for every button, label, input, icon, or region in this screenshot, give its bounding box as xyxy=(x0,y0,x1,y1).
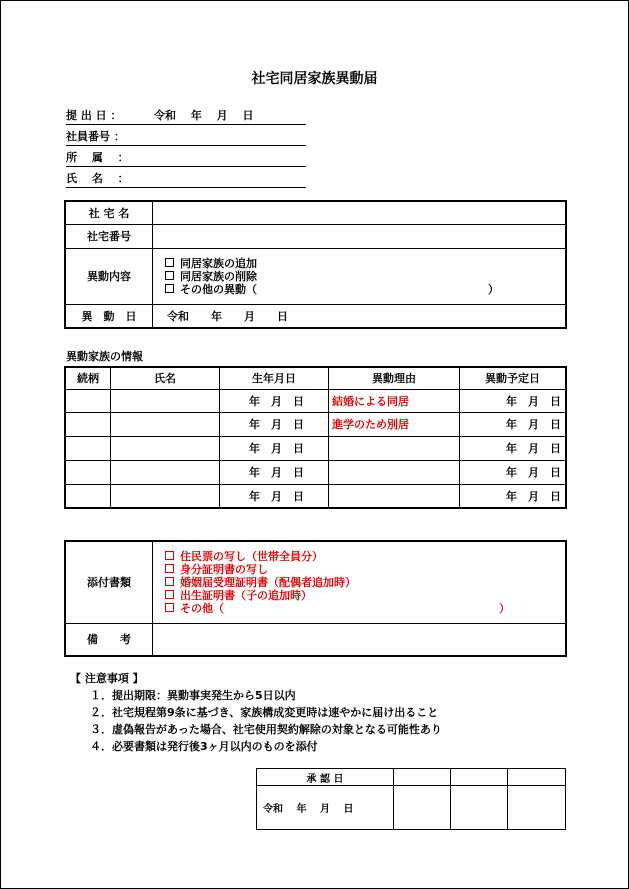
approval-date-value[interactable]: 令和 年 月 日 xyxy=(257,786,394,830)
approval-stamp-2[interactable] xyxy=(451,769,508,786)
approval-stamp-1[interactable] xyxy=(394,769,451,786)
name-cell[interactable] xyxy=(111,460,220,484)
relation-cell[interactable] xyxy=(65,484,111,508)
attachment-item[interactable]: その他（ ） xyxy=(165,602,565,615)
col-reason: 異動理由 xyxy=(329,367,460,389)
change-option-other[interactable]: その他の異動（ ） xyxy=(165,283,565,296)
table-row xyxy=(65,460,566,484)
attachments-label: 添付書類 xyxy=(65,541,153,623)
reason-cell[interactable] xyxy=(329,460,460,484)
change-date-value[interactable]: 令和 年 月 日 xyxy=(153,304,567,328)
col-date: 異動予定日 xyxy=(460,367,567,389)
relation-cell[interactable] xyxy=(65,412,111,436)
relation-cell[interactable] xyxy=(65,460,111,484)
attachment-item[interactable]: 住民票の写し（世帯全員分） xyxy=(165,550,565,563)
birth-cell[interactable]: 年 月 日 xyxy=(220,389,329,412)
checkbox-icon xyxy=(165,564,174,573)
col-relation: 続柄 xyxy=(65,367,111,389)
submit-date-value: 令和 年 月 日 xyxy=(154,109,254,122)
checkbox-icon xyxy=(165,590,174,599)
approval-stamp-box-2[interactable] xyxy=(451,786,508,830)
table-row xyxy=(65,436,566,460)
checkbox-icon xyxy=(165,258,174,267)
checkbox-icon xyxy=(165,577,174,586)
housing-name-input[interactable] xyxy=(153,201,567,224)
notes-heading: 【 注意事項 】 xyxy=(70,672,144,685)
submit-date-label: 提 出 日 ： xyxy=(66,109,122,122)
employee-no-label: 社員番号 ： xyxy=(66,130,125,143)
relation-cell[interactable] xyxy=(65,436,111,460)
approval-stamp-box-3[interactable] xyxy=(508,786,566,830)
approval-stamp-box-1[interactable] xyxy=(394,786,451,830)
housing-no-label: 社宅番号 xyxy=(65,224,153,248)
employee-no-field[interactable] xyxy=(66,125,306,146)
change-content-label: 異動内容 xyxy=(65,248,153,304)
change-option-remove[interactable]: 同居家族の削除 xyxy=(165,270,565,283)
attachment-item[interactable]: 身分証明書の写し xyxy=(165,563,565,576)
note-item: １．提出期限：異動事実発生から5日以内 xyxy=(90,689,296,702)
col-name: 氏名 xyxy=(111,367,220,389)
name-cell[interactable] xyxy=(111,412,220,436)
remarks-label: 備 考 xyxy=(65,623,153,656)
birth-cell[interactable]: 年 月 日 xyxy=(220,436,329,460)
department-label: 所 属 ： xyxy=(66,151,129,164)
housing-info-table xyxy=(64,200,567,329)
note-item: ４．必要書類は発行後3ヶ月以内のものを添付 xyxy=(90,740,318,753)
note-item: ２．社宅規程第9条に基づき、家族構成変更時は速やかに届け出ること xyxy=(90,706,439,719)
approval-date-label: 承 認 日 xyxy=(257,769,394,786)
checkbox-icon xyxy=(165,284,174,293)
date-cell[interactable]: 年 月 日 xyxy=(460,460,567,484)
department-field[interactable] xyxy=(66,146,306,167)
change-options xyxy=(153,248,567,304)
name-label: 氏 名 ： xyxy=(66,172,129,185)
date-cell[interactable]: 年 月 日 xyxy=(460,436,567,460)
note-item: ３．虚偽報告があった場合、社宅使用契約解除の対象となる可能性あり xyxy=(90,723,442,736)
checkbox-icon xyxy=(165,603,174,612)
form-title: 社宅同居家族異動届 xyxy=(251,71,378,87)
reason-cell[interactable]: 結婚による同居 xyxy=(329,389,460,412)
housing-no-input[interactable] xyxy=(153,224,567,248)
attachments-table xyxy=(64,540,567,657)
family-table xyxy=(64,366,567,509)
checkbox-icon xyxy=(165,271,174,280)
reason-cell[interactable] xyxy=(329,484,460,508)
table-row xyxy=(65,412,566,436)
birth-cell[interactable]: 年 月 日 xyxy=(220,460,329,484)
family-section-title: 異動家族の情報 xyxy=(66,350,143,363)
checkbox-icon xyxy=(165,551,174,560)
birth-cell[interactable]: 年 月 日 xyxy=(220,412,329,436)
date-cell[interactable]: 年 月 日 xyxy=(460,389,567,412)
change-option-add[interactable]: 同居家族の追加 xyxy=(165,257,565,270)
date-cell[interactable]: 年 月 日 xyxy=(460,484,567,508)
name-cell[interactable] xyxy=(111,484,220,508)
approval-stamp-3[interactable] xyxy=(508,769,566,786)
submit-date-field[interactable] xyxy=(66,104,306,125)
name-cell[interactable] xyxy=(111,389,220,412)
col-birth: 生年月日 xyxy=(220,367,329,389)
attachment-item[interactable]: 出生証明書（子の追加時） xyxy=(165,589,565,602)
relation-cell[interactable] xyxy=(65,389,111,412)
name-field[interactable] xyxy=(66,167,306,188)
table-row xyxy=(65,389,566,412)
reason-cell[interactable] xyxy=(329,436,460,460)
approval-table xyxy=(256,768,566,830)
attachment-list xyxy=(153,541,567,623)
attachment-item[interactable]: 婚姻届受理証明書（配偶者追加時） xyxy=(165,576,565,589)
name-cell[interactable] xyxy=(111,436,220,460)
family-table-header xyxy=(65,367,566,389)
date-cell[interactable]: 年 月 日 xyxy=(460,412,567,436)
reason-cell[interactable]: 進学のため別居 xyxy=(329,412,460,436)
change-date-label: 異 動 日 xyxy=(65,304,153,328)
notes xyxy=(70,670,442,755)
housing-name-label: 社 宅 名 xyxy=(65,201,153,224)
table-row xyxy=(65,484,566,508)
birth-cell[interactable]: 年 月 日 xyxy=(220,484,329,508)
remarks-input[interactable] xyxy=(153,623,567,656)
